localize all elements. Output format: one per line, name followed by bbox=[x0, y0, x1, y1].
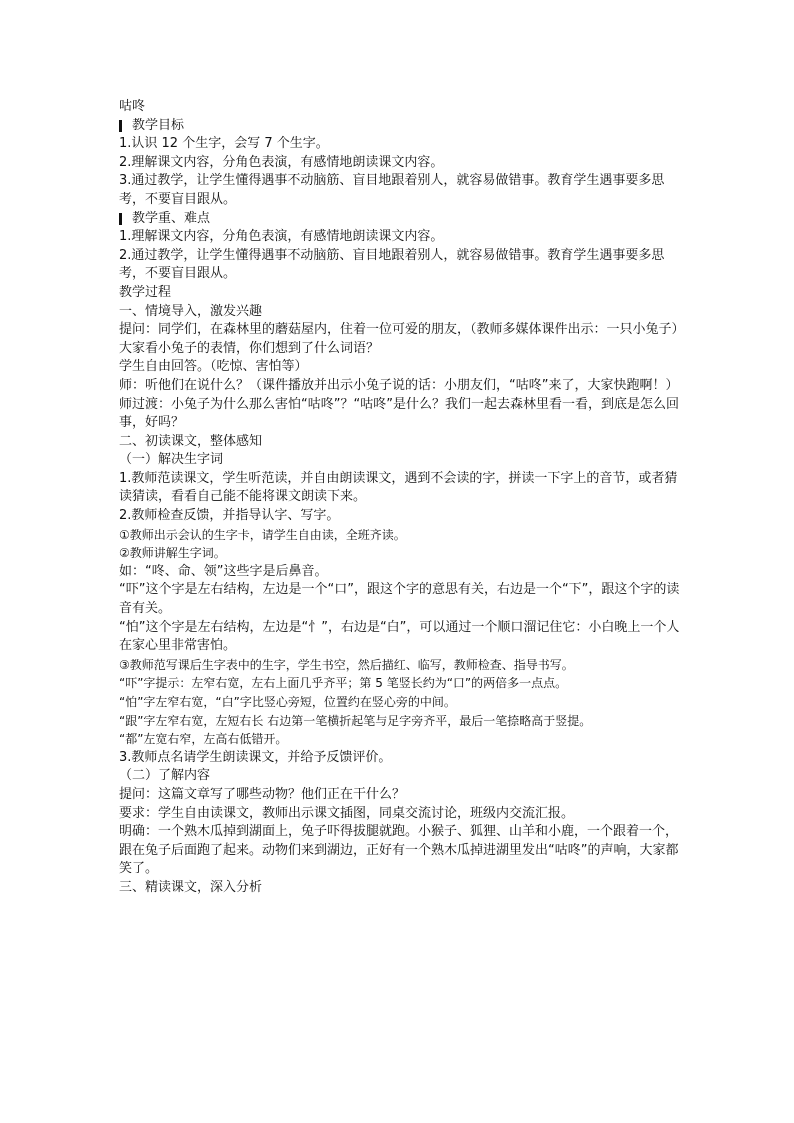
part2-heading: 二、初读课文，整体感知 bbox=[119, 433, 263, 449]
goal-item: 3.通过教学，让学生懂得遇事不动脑筋、盲目地跟着别人，就容易做错事。教育学生遇事要多思考，不要盲目跟从。 bbox=[119, 173, 665, 207]
part3-heading: 三、精读课文，深入分析 bbox=[119, 879, 263, 895]
part1-paragraph: 提问：同学们，在森林里的蘑菇屋内，住着一位可爱的朋友，（教师多媒体课件出示：一只小兔子）大家看小兔子的表情，你们想到了什么词语？ bbox=[119, 322, 679, 356]
part2-item: 要求：学生自由读课文，教师出示课文插图，同桌交流讨论，班级内交流汇报。 bbox=[119, 805, 575, 821]
part2-item: 1.教师范读课文，学生听范读，并自由朗读课文，遇到不会读的字，拼读一下字上的音节，或者猜读猜读，看看自己能不能将课文朗读下来。 bbox=[119, 470, 678, 505]
part2-item: “吓”字提示：左窄右宽，左右上面几乎齐平；第 5 笔竖长约为“口”的两倍多一点点。 bbox=[119, 676, 568, 691]
part2-subheading-1: （一）解决生字词 bbox=[119, 452, 224, 468]
part2-item: ②教师讲解生字词。 bbox=[119, 546, 226, 561]
part2-item: 3.教师点名请学生朗读课文，并给予反馈评价。 bbox=[119, 749, 392, 765]
part2-item: “吓”这个字是左右结构，左边是一个“口”，跟这个字的意思有关，右边是一个“下”，跟这个字的读音有关。 bbox=[119, 582, 680, 617]
part2-item: “怕”字左窄右宽，“白”字比竖心旁短，位置约在竖心旁的中间。 bbox=[119, 695, 456, 709]
keypoint-item: 2.通过教学，让学生懂得遇事不动脑筋、盲目地跟着别人，就容易做错事。教育学生遇事要多思考，不要盲目跟从。 bbox=[119, 247, 665, 282]
part2-item: 2.教师检查反馈，并指导认字、写字。 bbox=[119, 508, 340, 524]
part1-paragraph: 师：听他们在说什么？（课件播放并出示小兔子说的话：小朋友们，“咕咚”来了，大家快跑啊！） bbox=[119, 377, 679, 393]
part1-paragraph: 学生自由回答。（吃惊、害怕等） bbox=[119, 359, 308, 375]
section-heading-process: 教学过程 bbox=[119, 284, 172, 300]
section-heading-goals bbox=[119, 117, 681, 136]
document-body bbox=[119, 98, 681, 898]
part2-item: “跟”字左窄右宽，左短右长 右边第一笔横折起笔与足字旁齐平，最后一笔捺略高于竖提。 bbox=[119, 713, 592, 728]
goal-item: 1.认识 12 个生字，会写 7 个生字。 bbox=[119, 136, 329, 152]
heading-text: 教学重、难点 bbox=[132, 210, 211, 226]
part2-item: 提问：这篇文章写了哪些动物？他们正在干什么？ bbox=[119, 786, 406, 802]
part2-item: 如：“咚、命、领”这些字是后鼻音。 bbox=[119, 563, 328, 579]
part2-subheading-2: （二）了解内容 bbox=[119, 768, 211, 784]
heading-text: 教学目标 bbox=[132, 117, 185, 133]
part2-item: ③教师范写课后生字表中的生字，学生书空，然后描红、临写，教师检查、指导书写。 bbox=[119, 657, 574, 672]
part1-paragraph: 师过渡：小兔子为什么那么害怕“咕咚”？“咕咚”是什么？我们一起去森林里看一看，到底是怎么回事，好吗？ bbox=[119, 396, 679, 431]
keypoint-item: 1.理解课文内容，分角色表演，有感情地朗读课文内容。 bbox=[119, 229, 444, 245]
bullet-bar-icon bbox=[119, 120, 122, 132]
part2-item: ①教师出示会认的生字卡，请学生自由读，全班齐读。 bbox=[119, 527, 406, 542]
part2-item: 明确：一个熟木瓜掉到湖面上，兔子吓得拔腿就跑。小猴子、狐狸、山羊和小鹿，一个跟着一个，跟在兔子后面跑了起来。动物们来到湖边，正好有一个熟木瓜掉进湖里发出“咕咚”的声响，大家都笑了。 bbox=[119, 824, 679, 877]
part1-heading: 一、情境导入，激发兴趣 bbox=[119, 303, 263, 319]
part2-item: “都”左宽右窄，左高右低错开。 bbox=[119, 732, 288, 747]
section-heading-keypoints bbox=[119, 210, 681, 229]
bullet-bar-icon bbox=[119, 213, 122, 225]
part2-item: “怕”这个字是左右结构，左边是“忄”，右边是“白”，可以通过一个顺口溜记住它：小白晚上一个人在家心里非常害怕。 bbox=[119, 619, 680, 654]
goal-item: 2.理解课文内容，分角色表演，有感情地朗读课文内容。 bbox=[119, 154, 444, 170]
document-title: 咕咚 bbox=[119, 99, 146, 114]
